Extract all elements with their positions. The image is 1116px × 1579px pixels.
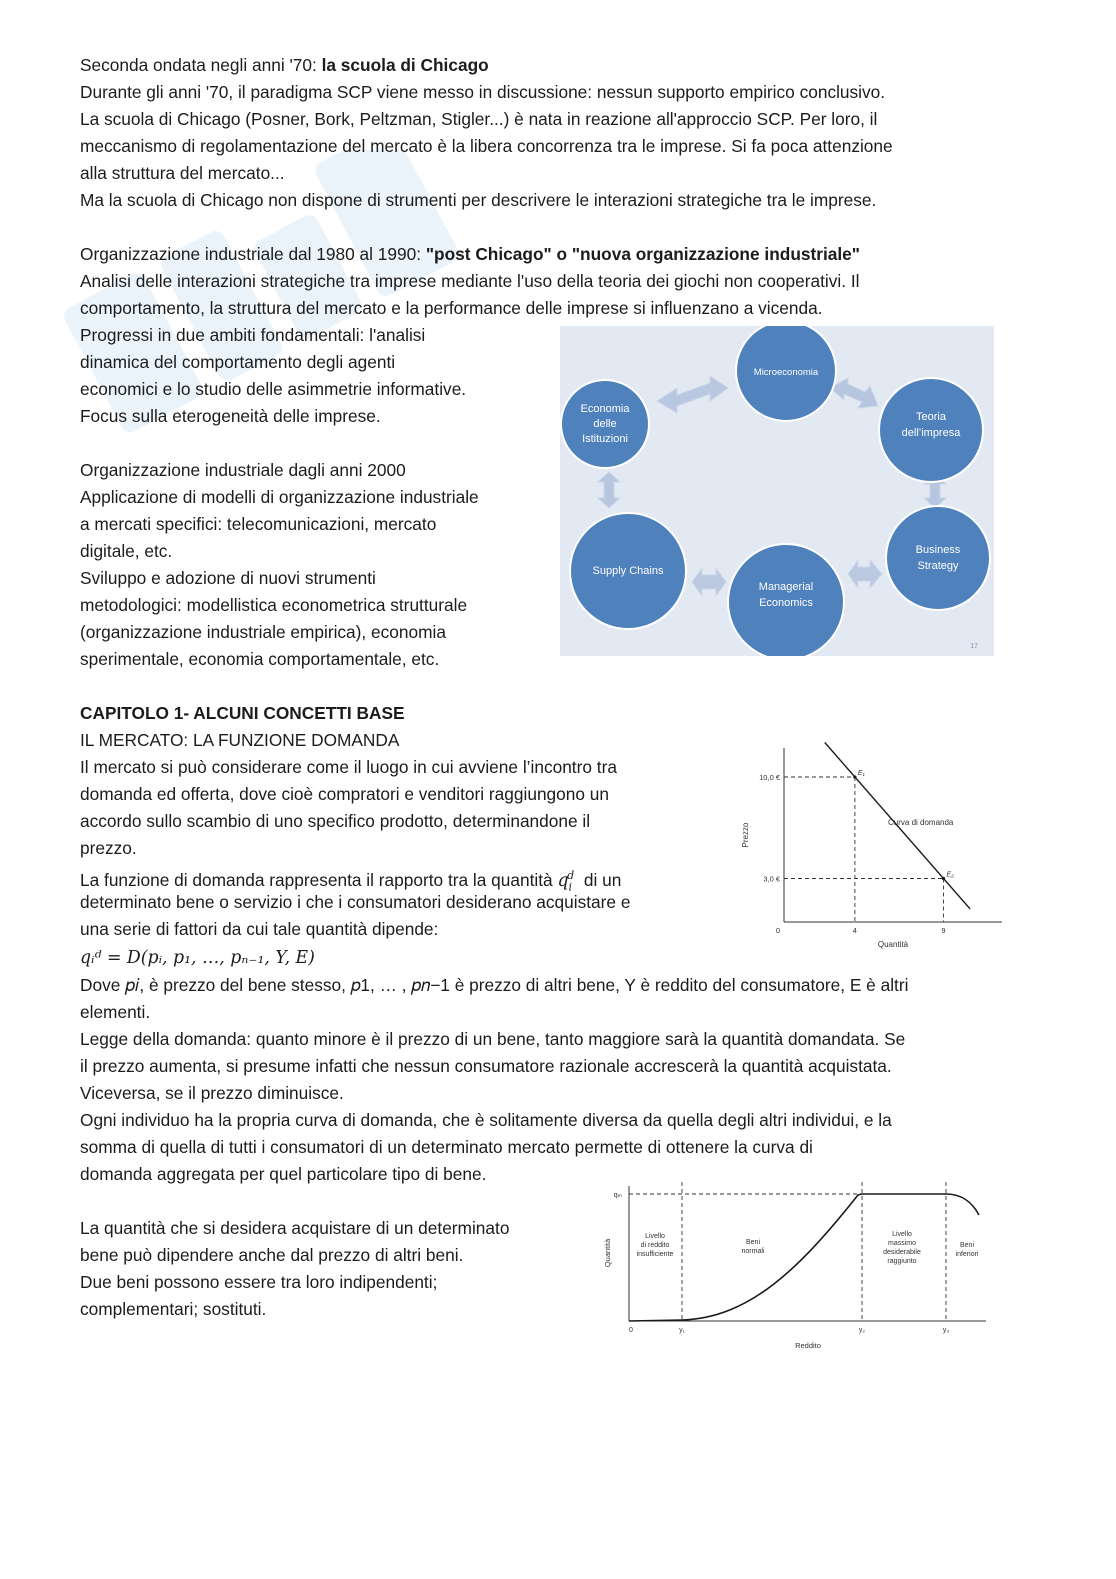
paragraph-line: Dove 𝑝𝑖, è prezzo del bene stesso, 𝑝1, … , 𝑝𝑛−1 è prezzo di altri bene, Y è reddito del consumatore, E è altri <box>80 975 909 995</box>
paragraph-line: a mercati specifici: telecomunicazioni, mercato <box>80 514 437 534</box>
paragraph-line: La funzione di domanda rappresenta il rapporto tra la quantità $q_i^d$ di un <box>80 869 622 894</box>
y-axis-label: Quantità <box>603 1238 612 1268</box>
x-tick-label: 9 <box>941 926 946 935</box>
paragraph-line: Applicazione di modelli di organizzazione industriale <box>80 487 479 507</box>
node-label: dell’impresa <box>901 427 961 439</box>
paragraph-line: (organizzazione industriale empirica), economia <box>80 622 446 642</box>
point-label: E₁ <box>857 770 865 777</box>
x-tick-label: 0 <box>629 1327 633 1334</box>
node-label: Istituzioni <box>582 433 628 445</box>
node-business-strategy <box>886 506 990 610</box>
engel-curve <box>629 1194 979 1321</box>
node-label: Managerial <box>758 581 814 593</box>
region-label: massimo <box>887 1240 917 1247</box>
equilibrium-point <box>853 775 856 778</box>
paragraph-line: comportamento, la struttura del mercato e la performance delle imprese si influenzano a vicenda. <box>80 298 823 318</box>
section2-title: Organizzazione industriale dal 1980 al 1990: "post Chicago" o "nuova organizzazione industriale" <box>80 244 860 264</box>
paragraph-line: Progressi in due ambiti fondamentali: l'analisi <box>80 325 426 345</box>
node-label: Business <box>915 544 961 556</box>
region-label: di reddito <box>640 1242 670 1249</box>
paragraph-line: sperimentale, economia comportamentale, etc. <box>80 649 440 669</box>
paragraph-line: meccanismo di regolamentazione del mercato è la libera concorrenza tra le imprese. Si fa poca attenzione <box>80 136 893 156</box>
region-label: insufficiente <box>636 1251 674 1258</box>
income-chart <box>600 1178 1000 1354</box>
paragraph-line: Focus sulla eterogeneità delle imprese. <box>80 406 381 426</box>
paragraph-line: somma di quella di tutti i consumatori di un determinato mercato permette di ottenere la curva di <box>80 1137 813 1157</box>
y-axis-label: Prezzo <box>741 822 750 848</box>
chapter-subtitle: IL MERCATO: LA FUNZIONE DOMANDA <box>80 730 400 750</box>
paragraph-line: digitale, etc. <box>80 541 173 561</box>
paragraph-line: Sviluppo e adozione di nuovi strumenti <box>80 568 376 588</box>
section1-title: Seconda ondata negli anni '70: la scuola di Chicago <box>80 55 489 75</box>
point-label: E₂ <box>946 871 954 879</box>
demand-chart <box>730 740 1015 955</box>
paragraph-line: Ma la scuola di Chicago non dispone di strumenti per descrivere le interazioni strategiche tra le imprese. <box>80 190 877 210</box>
region-label: Livello <box>892 1231 912 1238</box>
paragraph-line: Il mercato si può considerare come il luogo in cui avviene l’incontro tra <box>80 757 617 777</box>
paragraph-line: alla struttura del mercato... <box>80 163 285 183</box>
paragraph-line: metodologici: modellistica econometrica strutturale <box>80 595 468 615</box>
disciplines-diagram <box>560 326 994 656</box>
node-label: Economia <box>580 403 630 415</box>
paragraph-line: dinamica del comportamento degli agenti <box>80 352 396 372</box>
chapter-title: CAPITOLO 1- ALCUNI CONCETTI BASE <box>80 703 405 723</box>
node-label: Supply Chains <box>592 565 664 577</box>
x-tick-label: 0 <box>775 926 781 935</box>
x-tick-label: y₃ <box>942 1327 950 1334</box>
paragraph-line: Ogni individuo ha la propria curva di domanda, che è solitamente diversa da quella degli altri individui, e la <box>80 1110 892 1130</box>
region-label: Beni <box>959 1242 975 1249</box>
paragraph-line: accordo sullo scambio di uno specifico prodotto, determinandone il <box>80 811 591 831</box>
paragraph-line: Viceversa, se il prezzo diminuisce. <box>80 1083 344 1103</box>
x-tick-label: y₂ <box>858 1327 866 1334</box>
x-axis-label: Reddito <box>795 1341 821 1350</box>
slide-number: 17 <box>970 643 978 650</box>
node-label: Microeconomia <box>753 367 819 378</box>
region-label: desiderabile <box>883 1249 921 1256</box>
paragraph-line: economici e lo studio delle asimmetrie informative. <box>80 379 467 399</box>
x-tick-label: y₁ <box>679 1327 685 1334</box>
paragraph-line: prezzo. <box>80 838 137 858</box>
paragraph-line: Durante gli anni '70, il paradigma SCP viene messo in discussione: nessun supporto empirico conclusivo. <box>80 82 886 102</box>
y-tick-label: qₘ <box>613 1192 622 1199</box>
paragraph-line: domanda ed offerta, dove cioè compratori e venditori raggiungono un <box>80 784 610 804</box>
paragraph-line: Analisi delle interazioni strategiche tra imprese mediante l'uso della teoria dei giochi non cooperativi. Il <box>80 271 860 291</box>
paragraph-line: bene può dipendere anche dal prezzo di altri beni. <box>80 1245 464 1265</box>
node-label: Strategy <box>917 560 959 572</box>
paragraph-line: domanda aggregata per quel particolare tipo di bene. <box>80 1164 487 1184</box>
paragraph-line: complementari; sostituti. <box>80 1299 267 1319</box>
paragraph-line: il prezzo aumenta, si presume infatti che nessun consumatore razionale accrescerà la quantità acquistata. <box>80 1056 892 1076</box>
x-tick-label: 4 <box>852 926 857 935</box>
paragraph-line: La quantità che si desidera acquistare di un determinato <box>80 1218 510 1238</box>
y-tick-label: 3,0 € <box>763 874 780 884</box>
equilibrium-point <box>942 877 945 880</box>
region-label: normali <box>741 1248 765 1255</box>
node-label: delle <box>593 418 617 430</box>
demand-formula: qᵢᵈ = D(pᵢ, p₁, …, pₙ₋₁, Y, E) <box>80 948 315 968</box>
paragraph-line: La scuola di Chicago (Posner, Bork, Peltzman, Stigler...) è nata in reazione all'approccio SCP. Per loro, il <box>80 109 878 129</box>
region-label: inferiori <box>955 1251 979 1258</box>
section3-title: Organizzazione industriale dagli anni 2000 <box>80 460 406 480</box>
x-axis-label: Quantità <box>877 940 909 949</box>
region-label: Beni <box>745 1239 761 1246</box>
paragraph-line: Due beni possono essere tra loro indipendenti; <box>80 1272 438 1292</box>
region-label: raggiunto <box>887 1258 917 1265</box>
curve-label: Curva di domanda <box>888 818 954 827</box>
paragraph-line: Legge della domanda: quanto minore è il prezzo di un bene, tanto maggiore sarà la quantità domandata. Se <box>80 1029 906 1049</box>
paragraph-line: determinato bene o servizio i che i consumatori desiderano acquistare e <box>80 892 631 912</box>
region-label: Livello <box>645 1233 665 1240</box>
node-label: Teoria <box>916 411 946 423</box>
y-tick-label: 10,0 € <box>759 773 780 782</box>
node-label: Economics <box>759 597 813 609</box>
paragraph-line: elementi. <box>80 1002 151 1022</box>
paragraph-line: una serie di fattori da cui tale quantità dipende: <box>80 919 439 939</box>
